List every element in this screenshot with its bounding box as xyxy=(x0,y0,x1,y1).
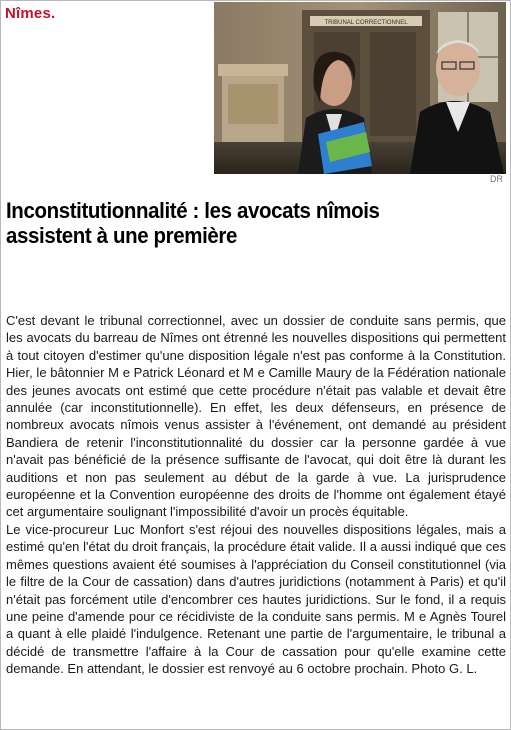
article-body xyxy=(6,312,506,678)
article-paragraph-2: Le vice-procureur Luc Monfort s'est réjoui des nouvelles dispositions légales, mais a estimé qu'en l'état du droit français, la procédure était valide. Il a aussi indiqué que ces mêmes questions avaient été soumises à l'appréciation du Conseil constitutionnel (via le filtre de la Cour de cassation) dans d'autres juridictions (notamment à Paris) et qu'il n'était pas forcément utile d'encombrer ces hautes juridictions. Sur le fond, il a requis une peine d'amende pour ce récidiviste de la conduite sans permis. M e Agnès Tourel a quant à elle plaidé l'indulgence. Retenant une partie de l'argumentaire, le tribunal a décidé de transmettre l'affaire à la Cour de cassation pour qu'elle examine cette demande. En attendant, le dossier est renvoyé au 6 octobre prochain. Photo G. L. xyxy=(6,521,506,677)
article-paragraph-1: C'est devant le tribunal correctionnel, avec un dossier de conduite sans permis, que les avocats du barreau de Nîmes ont étrenné les nouvelles dispositions qui permettent à tout citoyen d'estimer qu'une disposition légale n'est pas conforme à la Constitution. Hier, le bâtonnier M e Patrick Léonard et M e Camille Maury de la Fédération nationale des jeunes avocats ont estimé que cette procédure n'était pas valable et devait être annulée (car inconstitutionnelle). En effet, les deux défenseurs, en présence de nombreux avocats nîmois venus assister à l'événement, ont demandé au président Bandiera de retenir l'inconstitutionnalité du dossier car la personne gardée à vue n'avait pas bénéficié de la présence suffisante de l'avocat, qui doit être là durant les auditions et non pas seulement au début de la garde à vue. La jurisprudence européenne et la Convention européenne des droits de l'homme ont également étayé cet argumentaire soulignant l'impossibilité d'avoir un procès équitable. xyxy=(6,313,506,520)
photo-sign: TRIBUNAL CORRECTIONNEL xyxy=(324,20,408,26)
photo-courtroom-lawyers xyxy=(214,2,506,174)
article-headline: Inconstitutionnalité : les avocats nîmois assistent à une première xyxy=(6,198,380,248)
photo-credit: DR xyxy=(490,174,503,184)
article-photo xyxy=(214,2,506,174)
city-label: Nîmes. xyxy=(5,5,56,22)
